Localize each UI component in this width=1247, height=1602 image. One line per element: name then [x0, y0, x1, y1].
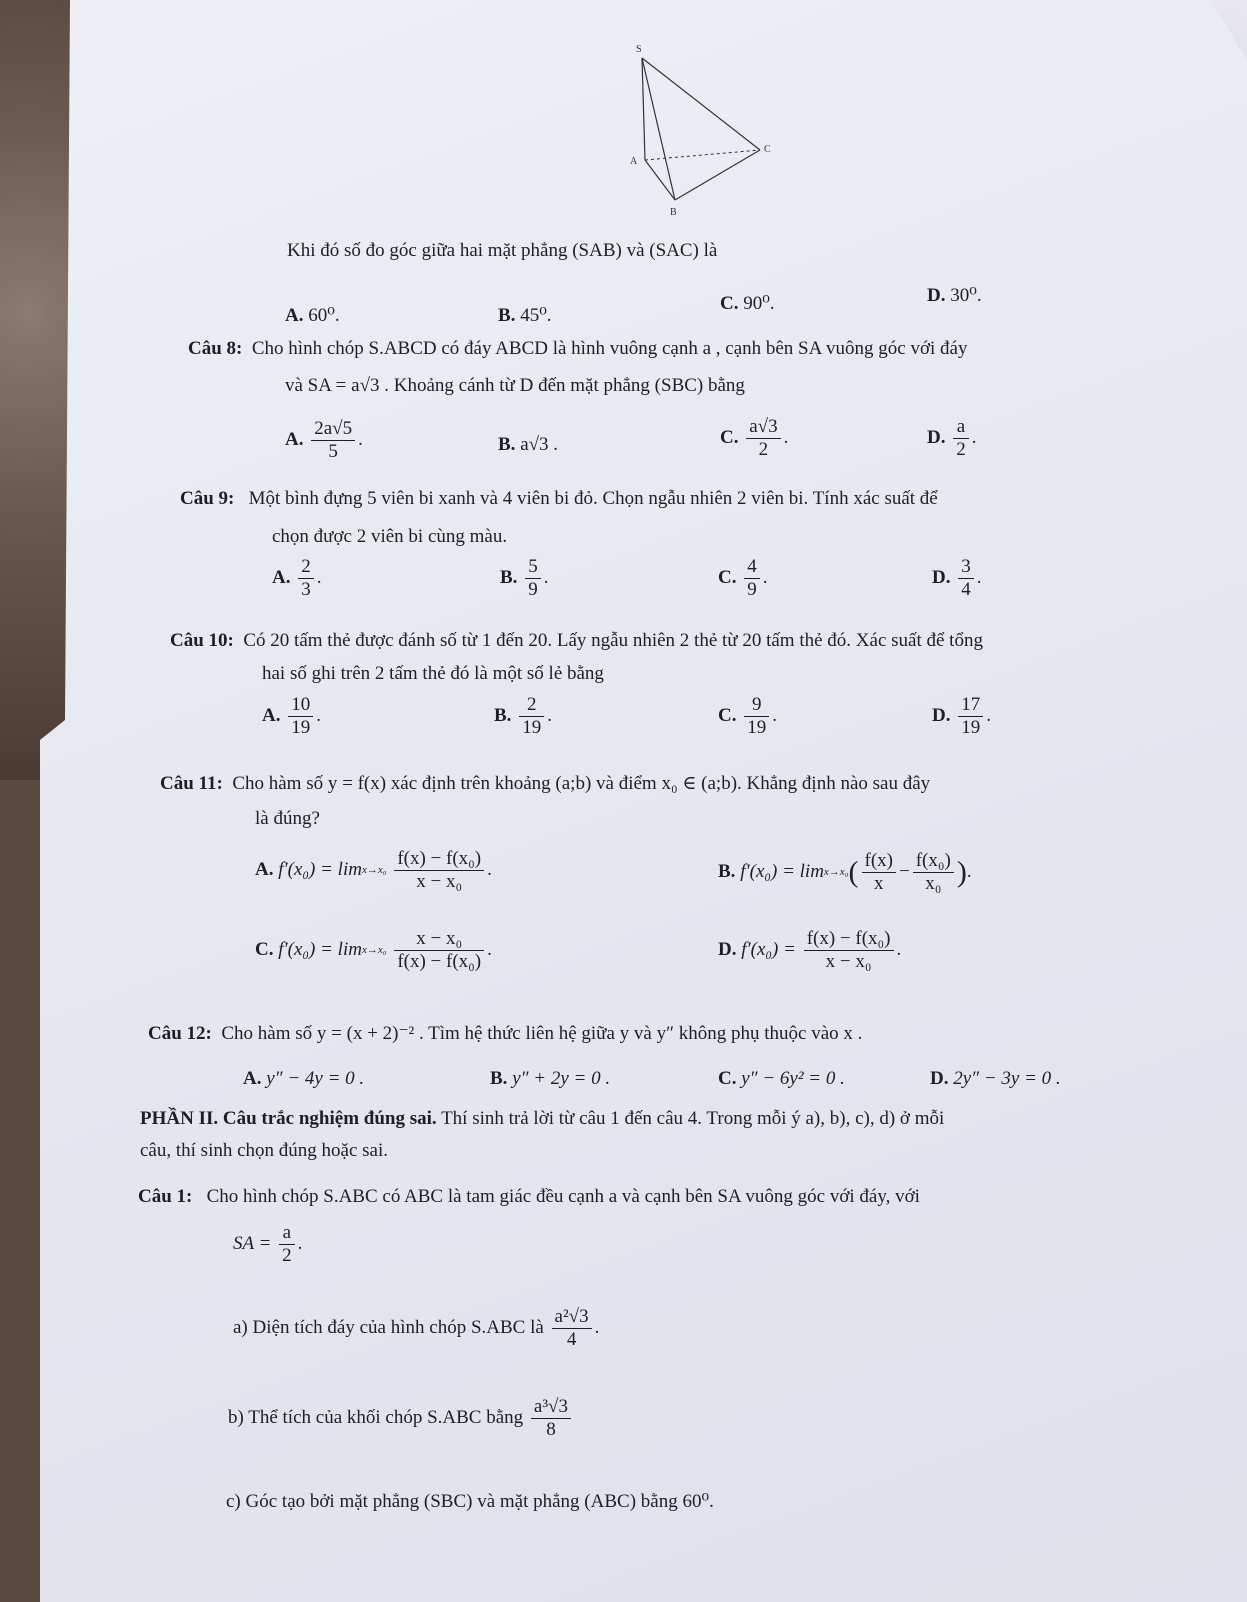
q8-option-a: A. $\frac{2a√5}{5}$ .: [285, 418, 363, 462]
edge-sa: [642, 58, 645, 160]
p2q1-item-a: a) Diện tích đáy của hình chóp S.ABC là $\frac{\text{a²√3}}{4}$ .: [233, 1306, 600, 1350]
label-c: C: [764, 144, 771, 155]
part2-line2: câu, thí sinh chọn đúng hoặc sai.: [140, 1140, 389, 1161]
q10-line1: Câu 10: Có 20 tấm thẻ được đánh số từ 1 đến 20. Lấy ngẫu nhiên 2 thẻ từ 20 tấm thẻ đó. Xác suất để tổng: [170, 630, 983, 651]
q8-option-c: C. $\frac{a√3}{2}$ .: [720, 416, 789, 460]
q7-option-a: A. 60⁰.: [285, 305, 340, 326]
q9-option-a: A. $\frac{2}{3}$ .: [272, 556, 322, 600]
label-s: S: [636, 44, 642, 55]
label-a: A: [630, 156, 638, 167]
q12-line1: Câu 12: Cho hàm số y = (x + 2)⁻² . Tìm hệ thức liên hệ giữa y và y″ không phụ thuộc vào x .: [148, 1023, 863, 1044]
q11-option-a: A. f′(x₀) = lim x→x₀ $\frac{\text{f(x) − f(x₀)}}{\text{x − x₀}}$ .: [255, 848, 492, 892]
q12-option-b: B. y″ + 2y = 0 .: [490, 1068, 611, 1089]
q8-line1: Câu 8: Cho hình chóp S.ABCD có đáy ABCD là hình vuông cạnh a , cạnh bên SA vuông góc với đáy: [188, 338, 968, 359]
q10-option-c: C. $\frac{9}{19}$ .: [718, 694, 777, 738]
part2-line1: PHẦN II. Câu trắc nghiệm đúng sai. Thí sinh trả lời từ câu 1 đến câu 4. Trong mỗi ý a), b), c), d) ở mỗi: [140, 1108, 945, 1129]
q11-line2: là đúng?: [255, 808, 320, 829]
p2q1-sa: SA = $\frac{a}{2}$ .: [233, 1222, 303, 1266]
q9-line1: Câu 9: Một bình đựng 5 viên bi xanh và 4 viên bi đỏ. Chọn ngẫu nhiên 2 viên bi. Tính xác suất để: [180, 488, 938, 509]
q11-option-c: C. f′(x₀) = lim x→x₀ $\frac{\text{x − x₀}}{\text{f(x) − f(x₀)}}$ .: [255, 928, 492, 972]
q11-option-d: D. f′(x₀) = $\frac{\text{f(x) − f(x₀)}}{\text{x − x₀}}$ .: [718, 928, 902, 972]
q9-option-d: D. $\frac{3}{4}$ .: [932, 556, 982, 600]
q11-option-b: B. f′(x₀) = lim x→x₀ ( $\frac{f(x)}{x}$ − $\frac{\text{f(x₀)}}{\text{x₀}}$ ).: [718, 850, 972, 894]
q9-option-c: C. $\frac{4}{9}$ .: [718, 556, 768, 600]
q8-option-d: D. $\frac{a}{2}$ .: [927, 416, 977, 460]
q7-option-b: B. 45⁰.: [498, 305, 552, 326]
q12-option-c: C. y″ − 6y² = 0 .: [718, 1068, 845, 1089]
q7-option-d: D. 30⁰.: [927, 285, 982, 306]
pyramid-figure: [620, 40, 800, 220]
p2q1-item-b: b) Thể tích của khối chóp S.ABC bằng $\frac{\text{a³√3}}{8}$: [228, 1396, 574, 1441]
q9-line2: chọn được 2 viên bi cùng màu.: [272, 526, 508, 547]
q11-line1: Câu 11: Cho hàm số y = f(x) xác định trên khoảng (a;b) và điểm x₀ ∈ (a;b). Khẳng định nào sau đây: [160, 773, 931, 794]
label-b: B: [670, 207, 677, 218]
q7-stem: Khi đó số đo góc giữa hai mặt phẳng (SAB) và (SAC) là: [287, 240, 718, 261]
q9-option-b: B. $\frac{5}{9}$ .: [500, 556, 549, 600]
q12-option-a: A. y″ − 4y = 0 .: [243, 1068, 365, 1089]
q10-option-b: B. $\frac{2}{19}$ .: [494, 694, 552, 738]
q10-line2: hai số ghi trên 2 tấm thẻ đó là một số lẻ bằng: [262, 663, 604, 684]
p2q1-line1: Câu 1: Cho hình chóp S.ABC có ABC là tam giác đều cạnh a và cạnh bên SA vuông góc với đáy, với: [138, 1186, 920, 1207]
q12-option-d: D. 2y″ − 3y = 0 .: [930, 1068, 1061, 1089]
p2q1-item-c: c) Góc tạo bởi mặt phẳng (SBC) và mặt phẳng (ABC) bằng 60⁰.: [226, 1491, 714, 1512]
edge-ac-hidden: [645, 150, 760, 160]
q7-option-c: C. 90⁰.: [720, 293, 775, 314]
q10-option-a: A. $\frac{10}{19}$ .: [262, 694, 321, 738]
q10-option-d: D. $\frac{17}{19}$ .: [932, 694, 991, 738]
q8-option-b: B. a√3 .: [498, 434, 559, 455]
q8-line2: và SA = a√3 . Khoảng cánh từ D đến mặt phẳng (SBC) bằng: [285, 375, 745, 396]
edge-bc: [675, 150, 760, 200]
